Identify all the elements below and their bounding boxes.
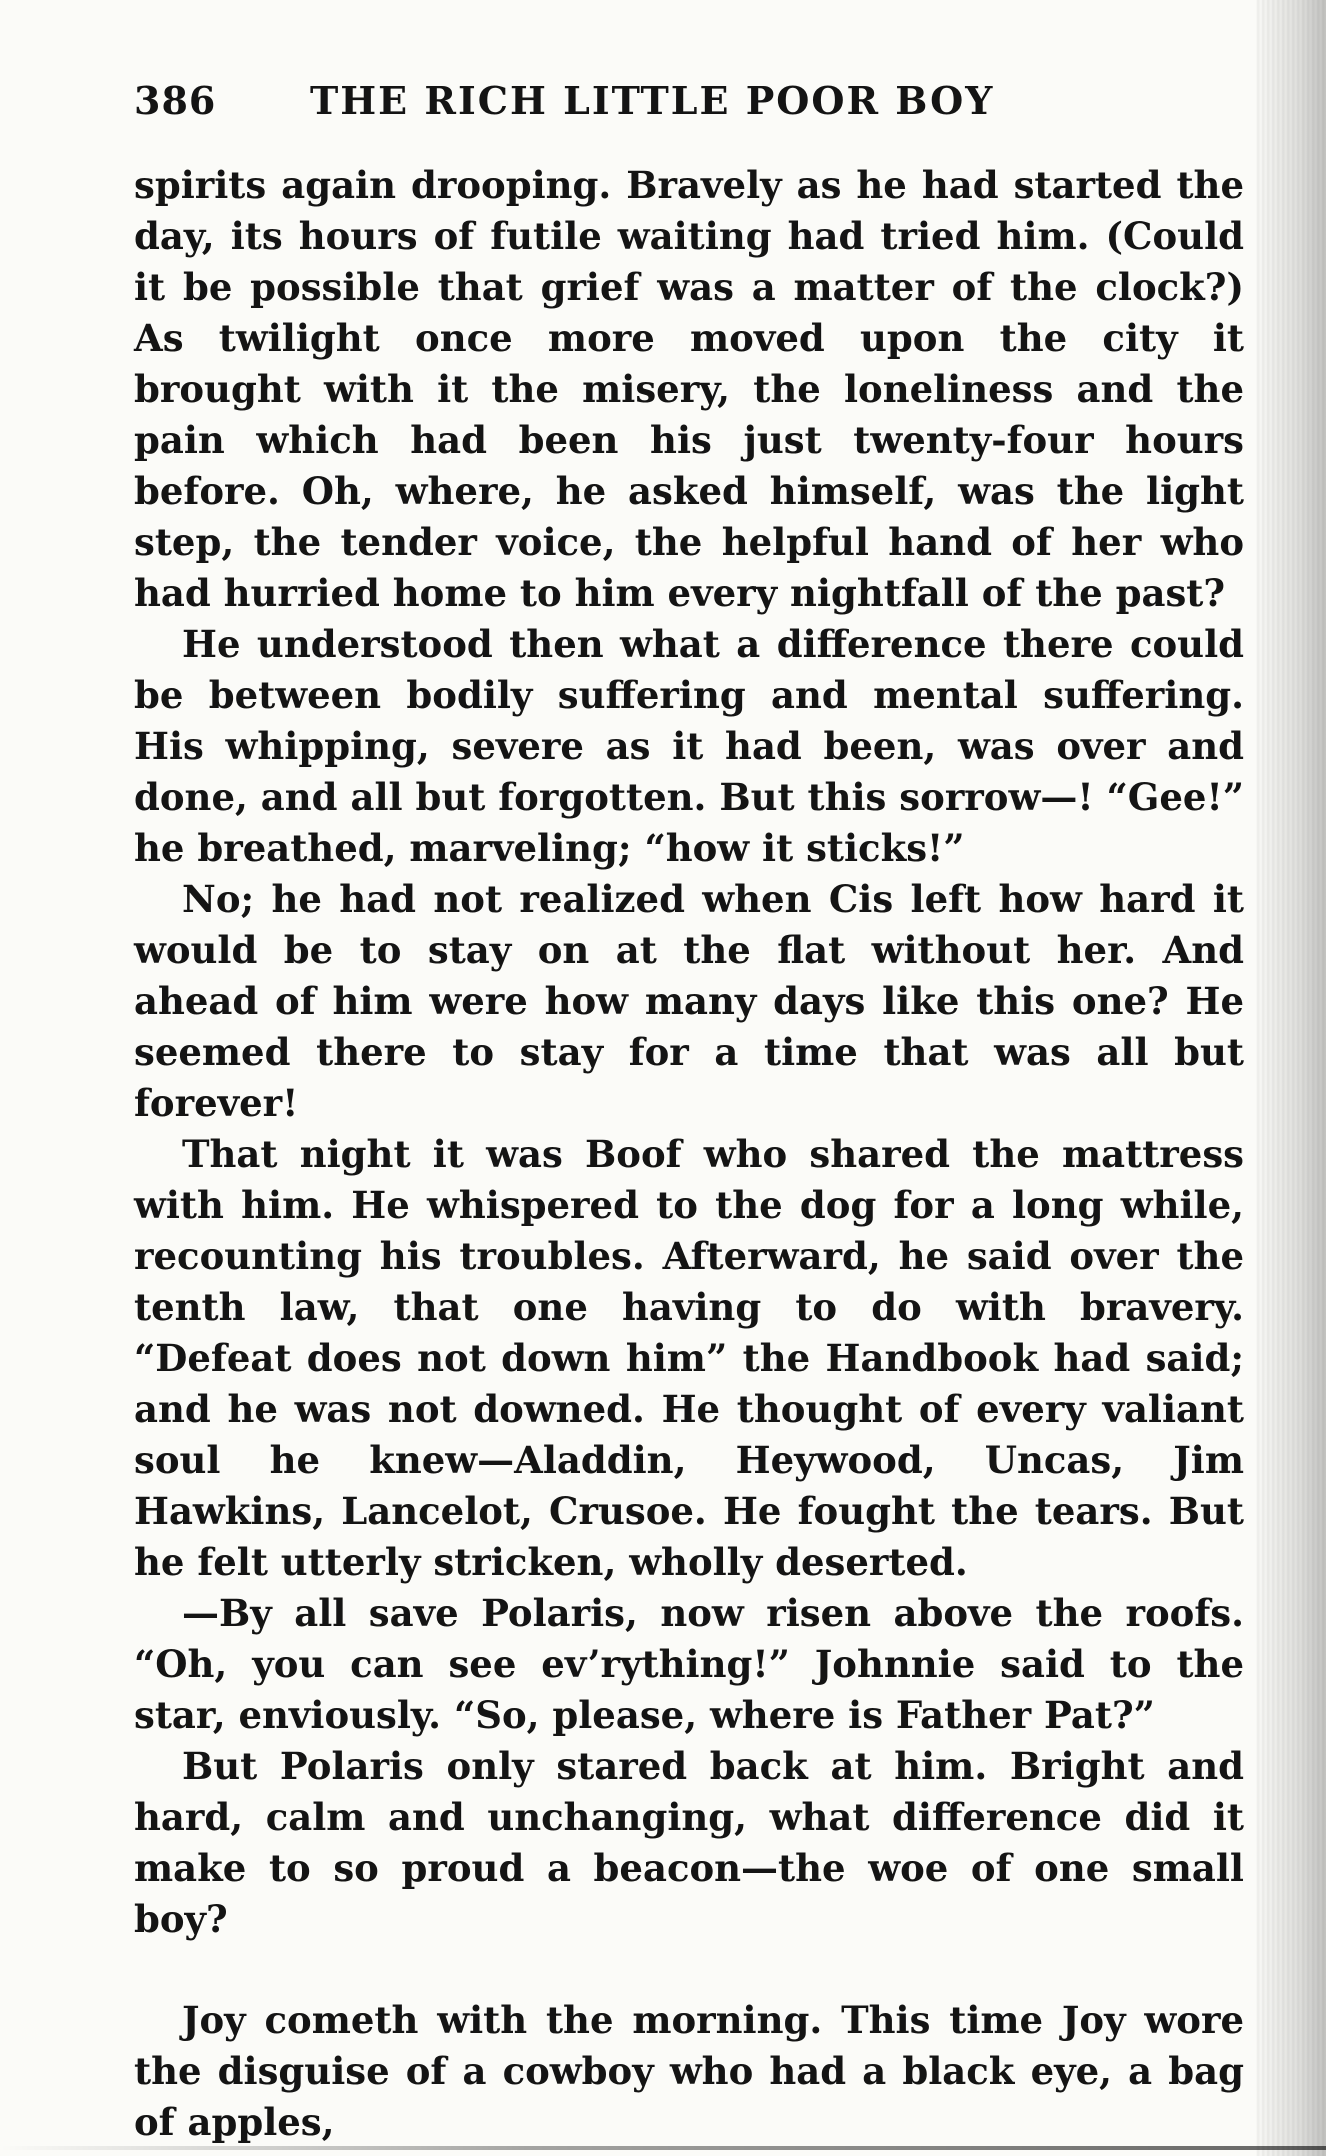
paragraph: That night it was Boof who shared the mattress with him. He whispered to the dog for a long while, recounting his troubles. Afterward, he said over the tenth law, that one having to do with bravery. “Defeat does not down him” the Handbook had said; and he was not downed. He thought of every valiant soul he knew—Aladdin, Heywood, Uncas, Jim Hawkins, Lancelot, Crusoe. He fought the tears. But he felt utterly stricken, wholly deserted. xyxy=(134,1132,1244,1584)
page-edge-shading xyxy=(1256,0,1326,2156)
running-title: THE RICH LITTLE POOR BOY xyxy=(310,78,995,123)
paragraph: —By all save Polaris, now risen above the roofs. “Oh, you can see ev’rything!” Johnnie said to the star, enviously. “So, please, where is Father Pat?” xyxy=(134,1591,1244,1737)
paragraph: No; he had not realized when Cis left how hard it would be to stay on at the flat without her. And ahead of him were how many days like this one? He seemed there to stay for a time that was all but forever! xyxy=(134,877,1244,1125)
paragraph: He understood then what a difference there could be between bodily suffering and mental suffering. His whipping, severe as it had been, was over and done, and all but forgotten. But this sorrow—! “Gee!” he breathed, marveling; “how it sticks!” xyxy=(134,622,1244,870)
body-text xyxy=(134,160,1244,2148)
paragraph-after-break: Joy cometh with the morning. This time Joy wore the disguise of a cowboy who had a black eye, a bag of apples, xyxy=(134,1998,1244,2144)
paragraph: But Polaris only stared back at him. Bright and hard, calm and unchanging, what difference did it make to so proud a beacon—the woe of one small boy? xyxy=(134,1744,1244,1941)
page-header xyxy=(134,78,1254,138)
paragraph-continued: spirits again drooping. Bravely as he had started the day, its hours of futile waiting had tried him. (Could it be possible that grief was a matter of the clock?) As twilight once more moved upon the city it brought with it the misery, the loneliness and the pain which had been his just twenty-four hours before. Oh, where, he asked himself, was the light step, the tender voice, the helpful hand of her who had hurried home to him every nightfall of the past? xyxy=(134,163,1244,615)
page-number: 386 xyxy=(134,78,217,123)
